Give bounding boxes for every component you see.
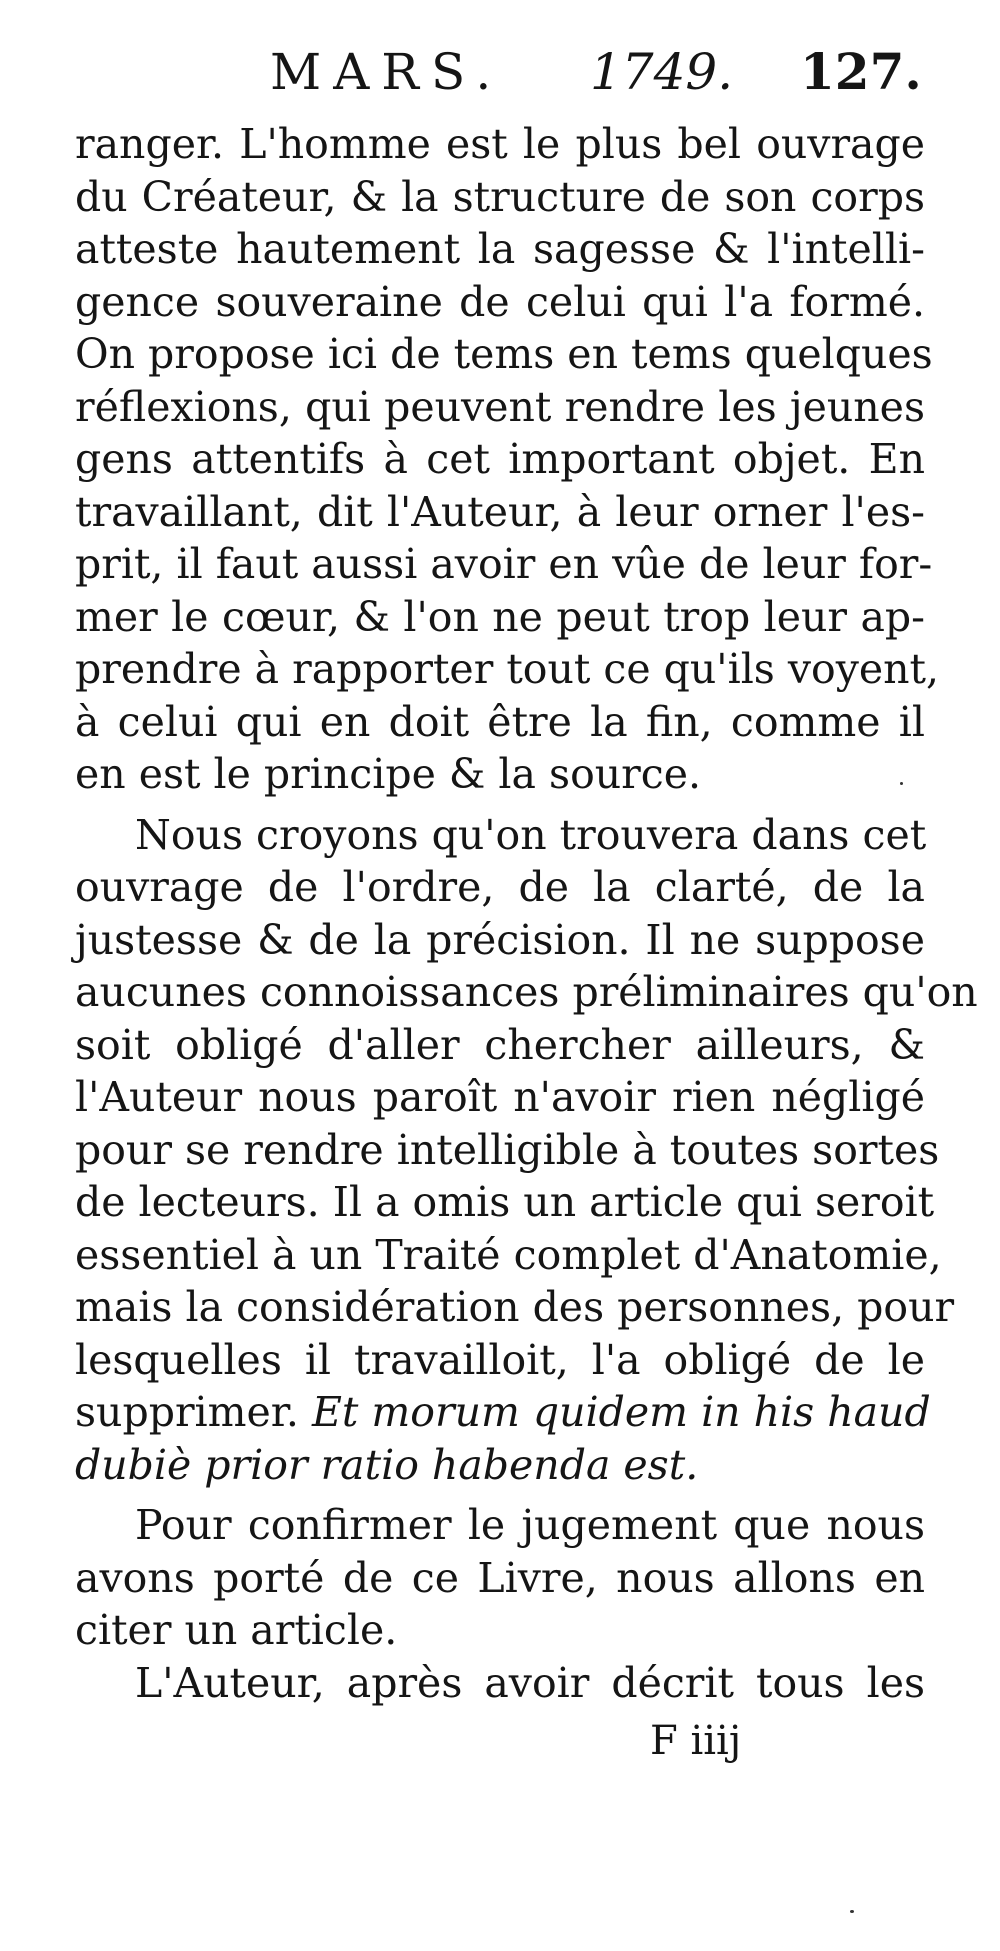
paragraph-4	[75, 1657, 925, 1710]
text-line: réflexions, qui peuvent rendre les jeunes	[75, 382, 925, 431]
text-line: travaillant, dit l'Auteur, à leur orner l'es-	[75, 487, 925, 536]
text-line: ranger. L'homme est le plus bel ouvrage	[75, 120, 925, 168]
latin-quote: Et morum quidem in his haud	[311, 1388, 931, 1436]
page-number: 127.	[800, 42, 922, 101]
text-line-mixed	[75, 1386, 931, 1439]
text-line: en est le principe & la source.	[75, 750, 702, 798]
text-line: soit obligé d'aller chercher ailleurs, &	[75, 1020, 925, 1069]
ink-speck	[850, 1910, 854, 1913]
text-line: prit, il faut aussi avoir en vûe de leur for-	[75, 540, 933, 588]
text-line: prendre à rapporter tout ce qu'ils voyent,	[75, 645, 940, 693]
text-line: mais la considération des personnes, pour	[75, 1283, 955, 1331]
text-line: Pour confirmer le jugement que nous	[135, 1501, 925, 1549]
text-line: citer un article.	[75, 1606, 398, 1654]
text-line: justesse & de la précision. Il ne suppose	[75, 915, 925, 964]
header-month: MARS.	[270, 43, 504, 101]
paragraph-2	[75, 809, 978, 1492]
header-year: 1749.	[590, 43, 734, 101]
text-line: l'Auteur nous paroît n'avoir rien négligé	[75, 1073, 925, 1121]
paragraph-3	[75, 1499, 925, 1657]
text-line: mer le cœur, & l'on ne peut trop leur ap-	[75, 592, 925, 641]
text-line: On propose ici de tems en tems quelques	[75, 330, 933, 378]
text-segment: supprimer.	[75, 1388, 299, 1436]
text-line: lesquelles il travailloit, l'a obligé de le	[75, 1335, 925, 1384]
text-body	[75, 118, 978, 1709]
text-line: gence souveraine de celui qui l'a formé.	[75, 277, 925, 326]
text-line: du Créateur, & la structure de son corps	[75, 172, 925, 221]
text-line: essentiel à un Traité complet d'Anatomie,	[75, 1230, 942, 1279]
text-line: L'Auteur, après avoir décrit tous les	[135, 1658, 925, 1707]
latin-quote-end: dubiè prior ratio habenda est.	[75, 1440, 699, 1489]
text-line: avons porté de ce Livre, nous allons en	[75, 1553, 925, 1602]
text-line: pour se rendre intelligible à toutes sortes	[75, 1125, 940, 1174]
paragraph-1	[75, 118, 940, 801]
text-line: de lecteurs. Il a omis un article qui seroit	[75, 1178, 935, 1226]
text-line: ouvrage de l'ordre, de la clarté, de la	[75, 863, 925, 911]
text-line: à celui qui en doit être la fin, comme il	[75, 697, 925, 746]
signature-mark: F iiij	[650, 1718, 742, 1764]
running-header	[0, 42, 1000, 102]
text-line: aucunes connoissances préliminaires qu'on	[75, 968, 978, 1016]
text-line: Nous croyons qu'on trouvera dans cet	[135, 810, 927, 859]
text-line: gens attentifs à cet important objet. En	[75, 435, 925, 483]
ink-speck	[900, 782, 903, 785]
text-line: atteste hautement la sagesse & l'intelli-	[75, 225, 925, 273]
